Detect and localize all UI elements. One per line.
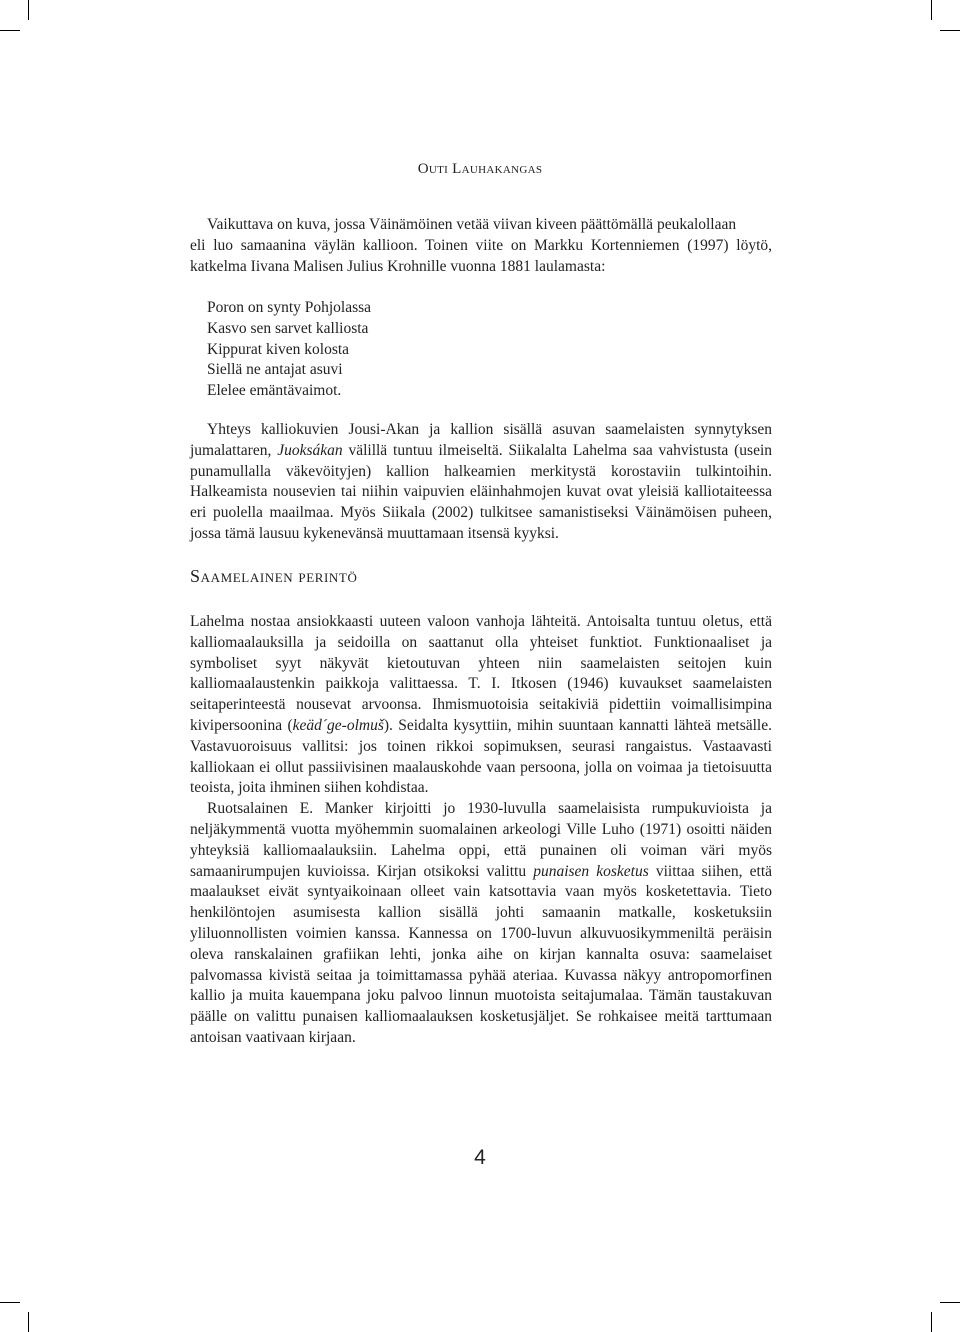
running-header: Outi Lauhakangas: [417, 161, 543, 177]
crop-mark: [0, 1302, 20, 1303]
poem-line: Poron on synty Pohjolassa: [207, 299, 372, 316]
section-heading: Saamelainen perintö: [190, 566, 358, 586]
section-p1-italic: keäd´ge-olmuš: [292, 716, 384, 734]
poem: [207, 298, 371, 402]
page-number: 4: [474, 1146, 486, 1169]
crop-mark: [28, 1312, 29, 1332]
crop-mark: [931, 0, 932, 20]
paragraph-2: [190, 420, 772, 545]
section-p2-text: Ruotsalainen E. Manker kirjoitti jo 1930-luvulla saamelaisista rumpukuvioista ja neljäkymmentä vuotta myöhemmin suomalainen arkeologi Ville Luho (1971) osoitti näiden yhteyksiä kalliomaalauksiin. Lahelma oppi, että punainen oli voiman väri myös samaanirumpujen kuvioissa. Kirjan otsikoksi valittu: [190, 800, 772, 880]
intro-paragraph: [190, 215, 772, 277]
para2-italic: Juoksákan: [277, 441, 343, 459]
poem-line: Elelee emäntävaimot.: [207, 382, 342, 400]
crop-mark: [931, 1312, 932, 1332]
intro-rest: eli luo samaanina väylän kallioon. Toinen viite on Markku Kortenniemen (1997) löytö, katkelma Iivana Malisen Julius Krohnille vuonna 1881 laulamasta:: [190, 236, 772, 275]
section-body: [190, 612, 772, 1049]
poem-line: Siellä ne antajat asuvi: [207, 361, 343, 379]
section-p1-text: ). Seidalta kysyttiin, mihin suuntaan kannatti lähteä metsälle. Vastavuoroisuus vallitsi: jos toinen rikkoi sopimuksen, seurasi rangaistus. Vastaavasti kalliokaan ei ollut passiivisinen maalauskohde vaan persoona, jolla on voimaa ja tietoisuutta teoista, joita ihminen siihen kohdistaa.: [190, 716, 772, 797]
section-p2-text: viittaa siihen, että maalaukset eivät syntyaikoinaan olleet vain katsottavia vaan myös kosketettavia. Tieto henkilöntojen asumisesta kallion sisällä johti samaanin matkalle, kosketuksiin yliluonnollisten voimien kanssa. Kannessa on 1700-luvun alkuvuosikymmeniltä peräisin oleva ranskalainen grafiikan lehti, jonka aihe on kirjan kannalta osuva: saamelaiset palvomassa kivistä seitaa ja toimittamassa pyhää ateriaa. Kuvassa näkyy antropomorfinen kallio ja muita kauempana joku palvoo linnun muotoista seitajumalaa. Tämän taustakuvan päälle on valittu punaisen kalliomaalauksen kosketusjäljet. Se rohkaisee meitä tarttumaan antoisan vaativaan kirjaan.: [190, 862, 773, 1046]
crop-mark: [940, 30, 960, 31]
crop-mark: [0, 30, 20, 31]
crop-mark: [940, 1302, 960, 1303]
section-p2-italic: punaisen kosketus: [533, 862, 649, 880]
intro-first-line: Vaikuttava on kuva, jossa Väinämöinen vetää viivan kiveen päättömällä peukalollaan: [207, 216, 737, 233]
para2-text: Yhteys kalliokuvien Jousi-Akan ja kallion sisällä asuvan saamelaisten synnytyksen jumalattaren,: [190, 421, 772, 459]
poem-line: Kippurat kiven kolosta: [207, 340, 350, 358]
crop-mark: [28, 0, 29, 20]
poem-line: Kasvo sen sarvet kalliosta: [207, 319, 369, 337]
para2-text: välillä tuntuu ilmeiseltä. Siikalalta Lahelma saa vahvistusta (usein punamullalla väkevöityjen) kallion halkeamien merkitystä korostaviin tulkintoihin. Halkeamista nousevien tai niihin vaipuvien eläinhahmojen kuvat ovat yleisiä kalliotaiteessa eri puolella maailmaa. Myös Siikala (2002) tulkitsee samanistiseksi Väinämöisen puheen, jossa tämä lausuu kykenevänsä muuttamaan itsensä kyyksi.: [190, 441, 773, 542]
section-p1-text: Lahelma nostaa ansiokkaasti uuteen valoon vanhoja lähteitä. Antoisalta tuntuu oletus, että kalliomaalauksilla ja seidoilla on saattanut olla yhteiset funktiot. Funktionaaliset ja symboliset syyt näkyvät kietoutuvan yhteen niin saamelaisten seitojen kuin kalliomaalaustenkin paikkoja valittaessa. T. I. Itkosen (1946) kuvaukset saamelaisten seitaperinteestä nousevat arvoonsa. Ihmismuotoisia seitakiviä pidettiin voimallisimpina kivipersoonina (: [190, 613, 772, 734]
